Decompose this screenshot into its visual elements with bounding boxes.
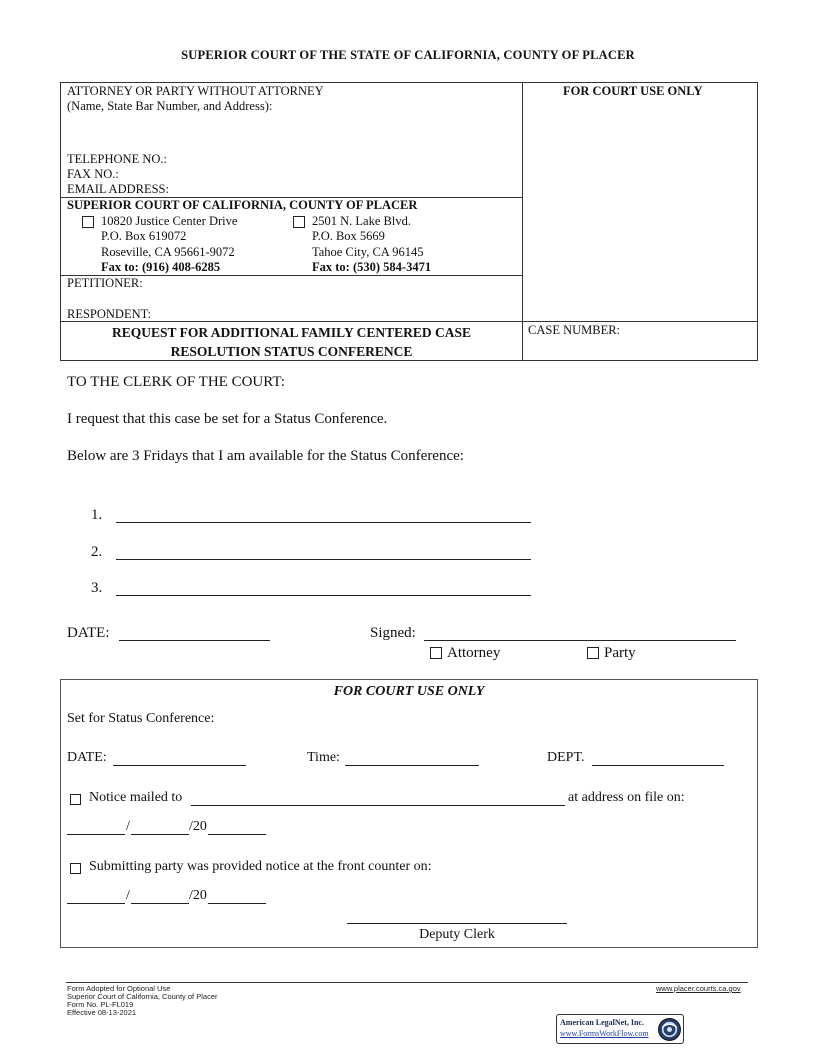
signature-line[interactable] — [424, 640, 736, 641]
party-checkbox[interactable] — [587, 647, 599, 659]
request-title-line1: REQUEST FOR ADDITIONAL FAMILY CENTERED CASE — [112, 325, 471, 340]
telephone-label: TELEPHONE NO.: — [67, 152, 167, 166]
signed-label: Signed: — [370, 625, 416, 641]
notice-day-line[interactable] — [131, 834, 189, 835]
email-label: EMAIL ADDRESS: — [67, 182, 169, 196]
court-use-box — [60, 679, 758, 948]
counter-slash-1: / — [126, 888, 130, 903]
respondent-label: RESPONDENT: — [67, 307, 152, 321]
footer-rule — [66, 982, 748, 983]
fax-label: FAX NO.: — [67, 167, 119, 181]
location2-line1: 2501 N. Lake Blvd. — [312, 214, 411, 228]
request-title — [61, 323, 522, 361]
location2-line3: Tahoe City, CA 96145 — [312, 245, 424, 259]
attorney-option-label: Attorney — [447, 645, 501, 661]
cb-dept-label: DEPT. — [547, 750, 585, 765]
logo-company-name: American LegalNet, Inc. — [560, 1018, 644, 1027]
request-title-line2: RESOLUTION STATUS CONFERENCE — [170, 344, 413, 359]
party-option-label: Party — [604, 645, 636, 661]
cb-dept-line[interactable] — [592, 765, 724, 766]
american-legalnet-logo[interactable] — [556, 1014, 684, 1044]
notice-slash-2: /20 — [189, 819, 207, 834]
deputy-clerk-label: Deputy Clerk — [419, 927, 495, 942]
request-statement: I request that this case be set for a Status Conference. — [67, 411, 388, 427]
attorney-sub-label: (Name, State Bar Number, and Address): — [67, 99, 273, 113]
counter-slash-2: /20 — [189, 888, 207, 903]
notice-month-line[interactable] — [67, 834, 125, 835]
court-name: SUPERIOR COURT OF CALIFORNIA, COUNTY OF PLACER — [67, 198, 418, 212]
logo-url: www.FormsWorkFlow.com — [560, 1029, 649, 1038]
deputy-clerk-signature-line[interactable] — [347, 923, 567, 924]
date-line[interactable] — [119, 640, 270, 641]
court-use-only-label: FOR COURT USE ONLY — [563, 84, 703, 98]
counter-day-line[interactable] — [131, 903, 189, 904]
notice-mailed-checkbox[interactable] — [70, 794, 81, 805]
footer-line-3: Form No. PL-FL019 — [67, 1000, 134, 1009]
location2-line2: P.O. Box 5669 — [312, 229, 385, 243]
footer-line-2: Superior Court of California, County of Placer — [67, 992, 218, 1001]
friday-item-3-number: 3. — [91, 580, 103, 596]
counter-year-line[interactable] — [208, 903, 266, 904]
at-address-label: at address on file on: — [568, 790, 685, 805]
caption-divider-vertical — [522, 83, 523, 360]
footer-line-4: Effective 08-13-2021 — [67, 1008, 137, 1017]
cb-time-label: Time: — [307, 750, 340, 765]
counter-month-line[interactable] — [67, 903, 125, 904]
friday-item-3-line[interactable] — [116, 595, 531, 596]
to-clerk-heading: TO THE CLERK OF THE COURT: — [67, 374, 285, 390]
location1-line2: P.O. Box 619072 — [101, 229, 187, 243]
caption-box — [60, 82, 758, 361]
location2-checkbox[interactable] — [293, 216, 305, 228]
petitioner-label: PETITIONER: — [67, 276, 143, 290]
fridays-statement: Below are 3 Fridays that I am available for the Status Conference: — [67, 448, 464, 464]
friday-item-1-number: 1. — [91, 507, 103, 523]
set-for-label: Set for Status Conference: — [67, 711, 215, 726]
location2-fax: Fax to: (530) 584-3471 — [312, 260, 432, 274]
cb-time-line[interactable] — [345, 765, 479, 766]
footer-line-1: Form Adopted for Optional Use — [67, 984, 171, 993]
footer-website[interactable]: www.placer.courts.ca.gov — [656, 984, 741, 993]
location1-checkbox[interactable] — [82, 216, 94, 228]
location1-fax: Fax to: (916) 408-6285 — [101, 260, 221, 274]
court-use-title: FOR COURT USE ONLY — [333, 684, 485, 699]
caption-divider-title — [61, 321, 757, 322]
location1-line3: Roseville, CA 95661-9072 — [101, 245, 235, 259]
notice-mailed-label: Notice mailed to — [89, 790, 183, 805]
friday-item-2-line[interactable] — [116, 559, 531, 560]
notice-slash-1: / — [126, 819, 130, 834]
globe-icon — [657, 1017, 682, 1042]
submitting-checkbox[interactable] — [70, 863, 81, 874]
case-number-label: CASE NUMBER: — [528, 323, 621, 337]
notice-year-line[interactable] — [208, 834, 266, 835]
friday-item-1-line[interactable] — [116, 522, 531, 523]
attorney-label: ATTORNEY OR PARTY WITHOUT ATTORNEY — [67, 84, 324, 98]
date-label: DATE: — [67, 625, 110, 641]
cb-date-label: DATE: — [67, 750, 107, 765]
cb-date-line[interactable] — [113, 765, 246, 766]
friday-item-2-number: 2. — [91, 544, 103, 560]
submitting-label: Submitting party was provided notice at the front counter on: — [89, 859, 432, 874]
location1-line1: 10820 Justice Center Drive — [101, 214, 238, 228]
attorney-checkbox[interactable] — [430, 647, 442, 659]
court-title: SUPERIOR COURT OF THE STATE OF CALIFORNIA, COUNTY OF PLACER — [181, 48, 635, 62]
notice-mailed-line[interactable] — [191, 805, 565, 806]
